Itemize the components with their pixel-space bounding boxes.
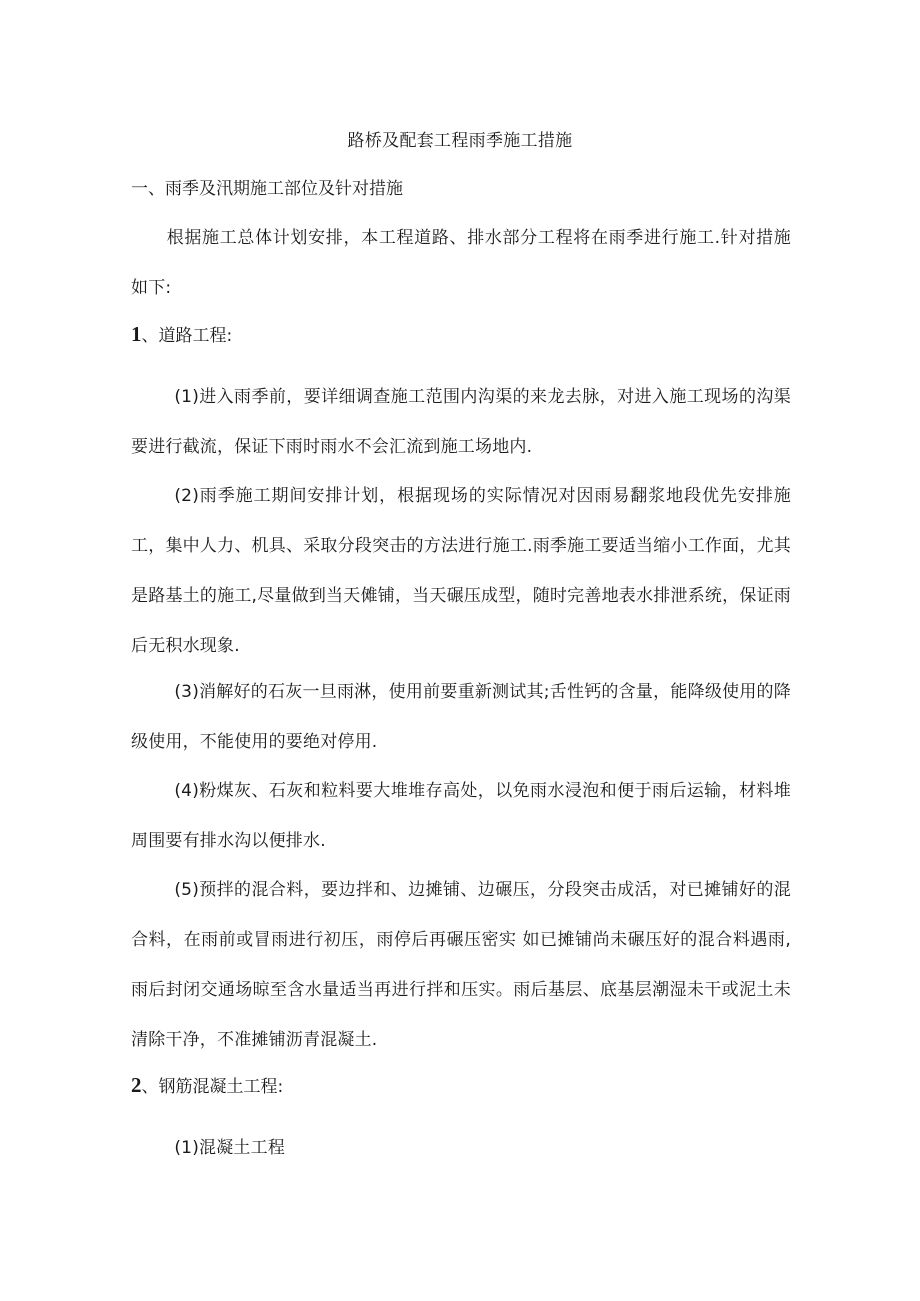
road-section-title: 、道路工程: (141, 326, 233, 346)
concrete-item-1: (1)混凝土工程 (174, 1138, 286, 1158)
document-title: 路桥及配套工程雨季施工措施 (347, 131, 573, 151)
concrete-section-number: 2 (131, 1073, 142, 1097)
intro-paragraph: 根据施工总体计划安排，本工程道路、排水部分工程将在雨季进行施工.针对措施如下: (131, 228, 791, 298)
road-item-2: (2)雨季施工期间安排计划，根据现场的实际情况对因雨易翻浆地段优先安排施工，集中人力、机具、采取分段突击的方法进行施工.雨季施工要适当缩小工作面，尤其是路基土的施工,尽量做到当天傩铺，当天碾压成型，随时完善地表水排泄系统，保证雨后无积水现象. (131, 486, 791, 656)
road-item-3: (3)消解好的石灰一旦雨淋，使用前要重新测试其;舌性钙的含量，能降级使用的降级使用，不能使用的要绝对停用. (131, 682, 791, 752)
concrete-section-heading (131, 1073, 283, 1099)
road-section-heading (131, 322, 232, 348)
road-item-5: (5)预拌的混合料，要边拌和、边摊铺、边碾压，分段突击成活，对已摊铺好的混合料，在雨前或冒雨进行初压，雨停后再碾压密实 如已摊铺尚未碾压好的混合料遇雨,雨后封闭交通场晾至含水量适当再进行拌和压实。雨后基层、底基层潮湿未干或泥土未清除干净，不准摊铺沥青混凝土. (131, 880, 791, 1050)
road-item-4: (4)粉煤灰、石灰和粒料要大堆堆存高处，以免雨水浸泡和便于雨后运输，材料堆周围要有排水沟以便排水. (131, 781, 791, 851)
road-item-1: (1)进入雨季前，要详细调查施工范围内沟渠的来龙去脉，对进入施工现场的沟渠要进行截流，保证下雨时雨水不会汇流到施工场地内. (131, 387, 791, 457)
section-one-heading: 一、雨季及汛期施工部位及针对措施 (131, 179, 403, 199)
concrete-section-title: 、钢筋混凝土工程: (141, 1077, 284, 1097)
road-section-number: 1 (131, 322, 142, 346)
